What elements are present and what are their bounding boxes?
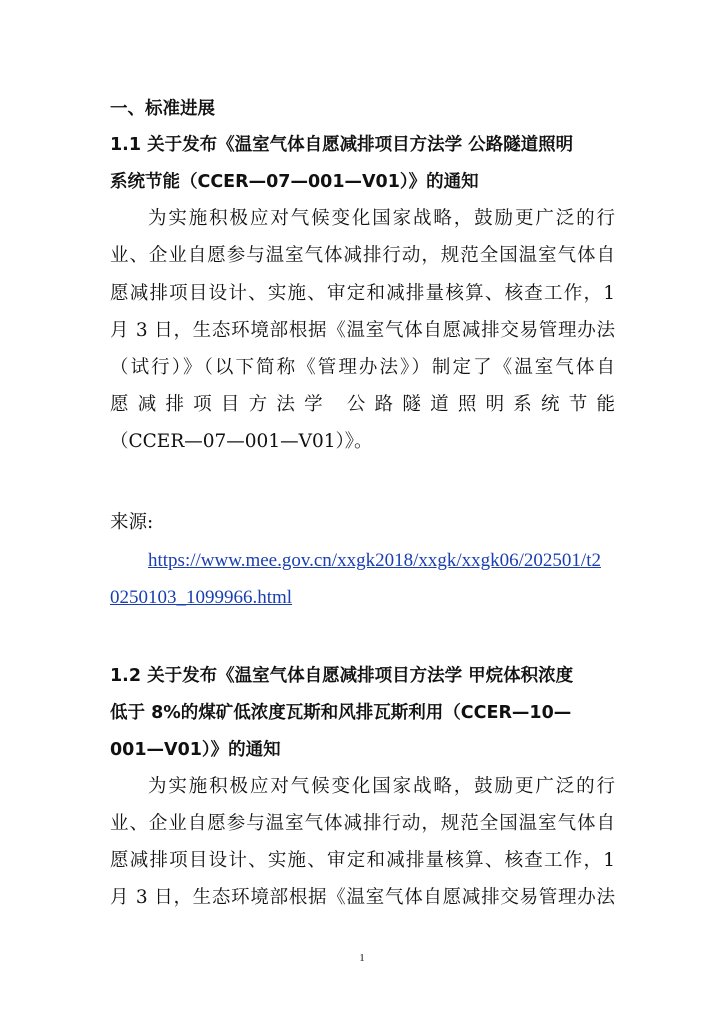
item1-body-line: 月 3 日，生态环境部根据《温室气体自愿减排交易管理办法 xyxy=(110,320,615,341)
item1-title-line2: 系统节能（CCER—07—001—V01）》的通知 xyxy=(110,172,479,192)
item2-body-line: 业、企业自愿参与温室气体减排行动，规范全国温室气体自 xyxy=(110,813,615,834)
item2-title-line2: 低于 8%的煤矿低浓度瓦斯和风排瓦斯利用（CCER—10— xyxy=(110,703,572,723)
source-link-line1[interactable]: https://www.mee.gov.cn/xxgk2018/xxgk/xxgk06/202501/t2 xyxy=(148,550,601,571)
item1-body-line: 业、企业自愿参与温室气体减排行动，规范全国温室气体自 xyxy=(110,245,615,266)
item1-body-line: 为实施积极应对气候变化国家战略，鼓励更广泛的行 xyxy=(148,208,615,229)
item1-body-line: （CCER—07—001—V01）》。 xyxy=(110,431,373,452)
item2-title-line1: 1.2 关于发布《温室气体自愿减排项目方法学 甲烷体积浓度 xyxy=(110,666,574,686)
source-link-line2[interactable]: 0250103_1099966.html xyxy=(110,587,293,608)
item1-title-line1: 1.1 关于发布《温室气体自愿减排项目方法学 公路隧道照明 xyxy=(110,135,574,155)
section-title: 一、标准进展 xyxy=(110,99,215,119)
item1-body-line: （试行）》（以下简称《管理办法》）制定了《温室气体自 xyxy=(110,357,615,378)
item1-body-line: 愿减排项目方法学 公路隧道照明系统节能 xyxy=(110,394,615,415)
item2-title-line3: 001—V01）》的通知 xyxy=(110,740,281,760)
item2-body-line: 为实施积极应对气候变化国家战略，鼓励更广泛的行 xyxy=(148,776,615,797)
item2-body-line: 月 3 日，生态环境部根据《温室气体自愿减排交易管理办法 xyxy=(110,887,615,908)
item2-body-line: 愿减排项目设计、实施、审定和减排量核算、核查工作，1 xyxy=(110,850,615,871)
page-number: 1 xyxy=(359,952,365,964)
item1-body-line: 愿减排项目设计、实施、审定和减排量核算、核查工作，1 xyxy=(110,283,615,304)
source-label: 来源: xyxy=(110,512,154,533)
